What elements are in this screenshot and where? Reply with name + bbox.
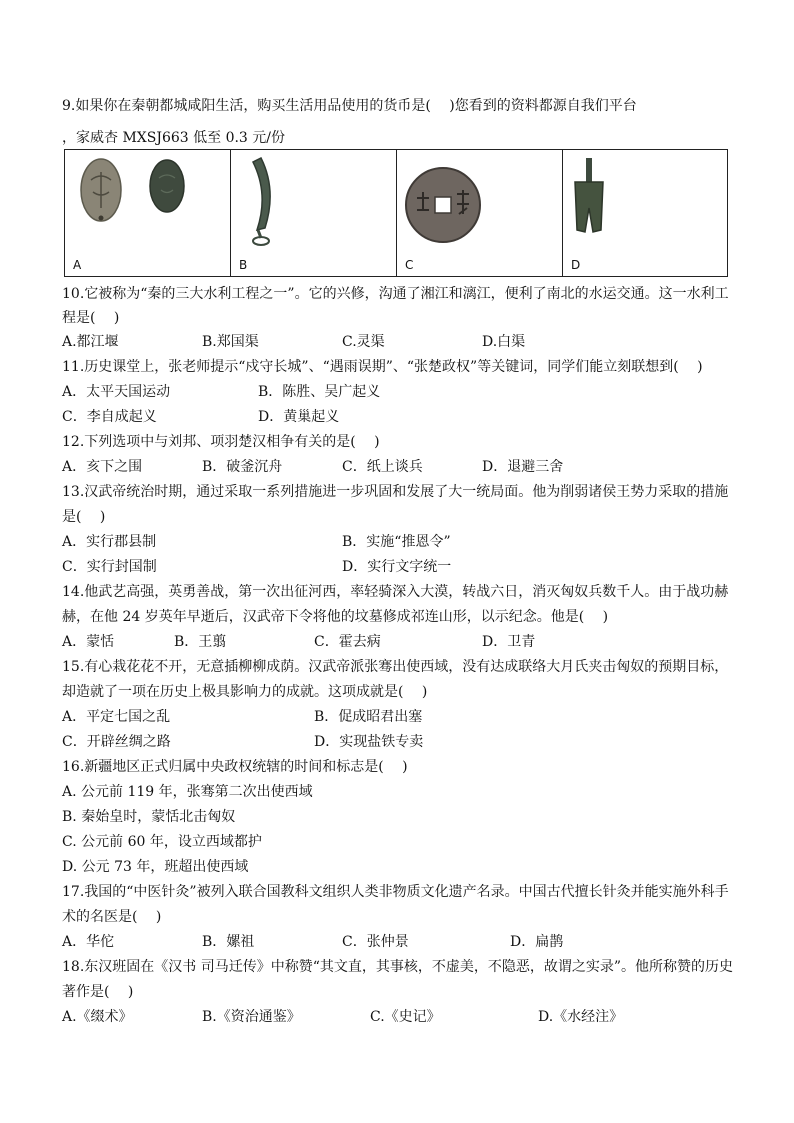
- q17-option-a: A．华佗: [62, 934, 115, 950]
- q13-stem: 13.汉武帝统治时期，通过采取一系列措施进一步巩固和发展了大一统局面。他为削弱诸侯王势力采取的措施: [62, 484, 729, 500]
- q9-image-table: [64, 149, 728, 277]
- q17-stem: 17.我国的“中医针灸”被列入联合国教科文组织人类非物质文化遗产名录。中国古代擅长针灸并能实施外科手: [62, 884, 729, 900]
- q15-option-d: D．实现盐铁专卖: [314, 734, 424, 750]
- q11-option-a: A．太平天国运动: [62, 384, 171, 400]
- q12-option-d: D．退避三舍: [482, 459, 564, 475]
- spade-coin-ovals-image: [65, 150, 231, 276]
- q14-stem: 14.他武艺高强，英勇善战，第一次出征河西，率轻骑深入大漠，转战六日，消灭匈奴兵数千人。由于战功赫: [62, 584, 729, 600]
- q9-stem-line2: ，家威杏 MXSJ663 低至 0.3 元/份: [62, 130, 286, 146]
- spade-shaped-coin-image: [563, 150, 727, 276]
- q9-label-d: D: [571, 258, 581, 272]
- q18-option-c: C.《史记》: [370, 1009, 441, 1025]
- q17-option-d: D．扁鹊: [510, 934, 564, 950]
- q9-image-b: [231, 150, 397, 276]
- q9-image-d: [563, 150, 727, 276]
- q18-stem-line2: 著作是( ): [62, 984, 134, 1000]
- q18-option-b: B.《资治通鉴》: [202, 1009, 301, 1025]
- q13-option-c: C．实行封国制: [62, 559, 157, 575]
- q17-option-b: B．嫘祖: [202, 934, 255, 950]
- q16-option-d: D. 公元 73 年，班超出使西域: [62, 859, 249, 875]
- q10-option-b: B.郑国渠: [202, 334, 259, 350]
- q16-option-a: A. 公元前 119 年，张骞第二次出使西域: [62, 784, 313, 800]
- q9-stem: 9.如果你在秦朝都城咸阳生活，购买生活用品使用的货币是( )您看到的资料都源自我们平台: [62, 98, 637, 114]
- q15-option-c: C．开辟丝绸之路: [62, 734, 171, 750]
- knife-coin-image: [231, 150, 397, 276]
- q10-stem-line2: 程是( ): [62, 310, 120, 326]
- q17-option-c: C．张仲景: [342, 934, 409, 950]
- q13-option-a: A．实行郡县制: [62, 534, 157, 550]
- q14-option-d: D．卫青: [482, 634, 536, 650]
- q14-option-c: C．霍去病: [314, 634, 381, 650]
- q17-stem-line2: 术的名医是( ): [62, 909, 162, 925]
- q13-option-b: B．实施“推恩令”: [342, 534, 451, 550]
- q16-option-c: C. 公元前 60 年，设立西域都护: [62, 834, 262, 850]
- q10-option-c: C.灵渠: [342, 334, 385, 350]
- q14-stem-line2: 赫，在他 24 岁英年早逝后，汉武帝下令将他的坟墓修成祁连山形，以示纪念。他是( ): [62, 609, 609, 625]
- q16-option-b: B. 秦始皇时，蒙恬北击匈奴: [62, 809, 236, 825]
- q12-option-a: A．亥下之围: [62, 459, 143, 475]
- q16-stem: 16.新疆地区正式归属中央政权统辖的时间和标志是( ): [62, 759, 408, 775]
- q9-image-a: [65, 150, 231, 276]
- q9-label-c: C: [405, 258, 414, 272]
- q14-option-a: A．蒙恬: [62, 634, 115, 650]
- q13-option-d: D．实行文字统一: [342, 559, 452, 575]
- q10-option-d: D.白渠: [482, 334, 526, 350]
- q12-stem: 12.下列选项中与刘邦、项羽楚汉相争有关的是( ): [62, 434, 380, 450]
- q9-image-c: [397, 150, 563, 276]
- q15-stem-line2: 却造就了一项在历史上极具影响力的成就。这项成就是( ): [62, 684, 428, 700]
- q10-option-a: A.都江堰: [62, 334, 119, 350]
- q11-option-c: C．李自成起义: [62, 409, 157, 425]
- q9-label-a: A: [73, 258, 82, 272]
- q15-option-b: B．促成昭君出塞: [314, 709, 423, 725]
- q11-stem: 11.历史课堂上，张老师提示“戍守长城”、“遇雨误期”、“张楚政权”等关键词，同学们能立刻联想到( ): [62, 359, 703, 375]
- q14-option-b: B．王翦: [174, 634, 227, 650]
- q12-option-c: C．纸上谈兵: [342, 459, 423, 475]
- q18-option-a: A.《缀术》: [62, 1009, 133, 1025]
- q15-option-a: A．平定七国之乱: [62, 709, 171, 725]
- q11-option-d: D．黄巢起义: [258, 409, 340, 425]
- q10-stem: 10.它被称为“秦的三大水利工程之一”。它的兴修，沟通了湘江和漓江，便利了南北的水运交通。这一水利工: [62, 286, 729, 302]
- q18-stem: 18.东汉班固在《汉书 司马迁传》中称赞“其文直，其事核，不虚美，不隐恶，故谓之实录”。他所称赞的历史: [62, 959, 734, 975]
- q15-stem: 15.有心栽花花不开，无意插柳柳成荫。汉武帝派张骞出使西域，没有达成联络大月氏夹击匈奴的预期目标，: [62, 659, 729, 675]
- round-square-hole-coin-image: [397, 150, 563, 276]
- q13-stem-line2: 是( ): [62, 509, 106, 525]
- q9-label-b: B: [239, 258, 248, 272]
- q12-option-b: B．破釜沉舟: [202, 459, 283, 475]
- q18-option-d: D.《水经注》: [538, 1009, 624, 1025]
- q11-option-b: B．陈胜、吴广起义: [258, 384, 381, 400]
